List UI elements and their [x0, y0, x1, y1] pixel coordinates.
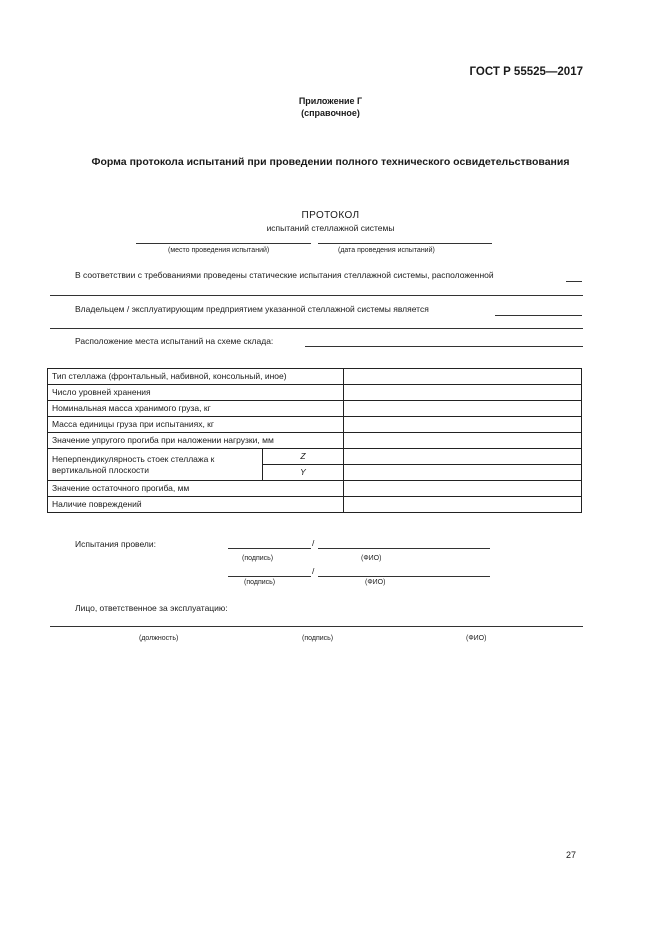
- table-row: [48, 449, 582, 465]
- table-cell-value: [344, 481, 582, 497]
- position-caption: (должность): [139, 635, 179, 642]
- standard-number: ГОСТ Р 55525—2017: [469, 66, 583, 78]
- table-cell-label: Неперпендикулярность стоек стеллажа к вертикальной плоскости: [48, 449, 263, 481]
- appendix-title: Приложение Г: [298, 96, 363, 106]
- table-row: [48, 369, 582, 385]
- date-line: [318, 243, 492, 244]
- table-cell-axis-z: Z: [263, 449, 344, 465]
- paragraph-owner: Владельцем / эксплуатирующим предприятием указанной стеллажной системы является: [75, 304, 429, 314]
- table-cell-label: Значение упругого прогиба при наложении нагрузки, мм: [48, 433, 344, 449]
- name-line-1: [318, 548, 490, 549]
- table-row: [48, 433, 582, 449]
- owner-line-end: [495, 315, 582, 316]
- protocol-subtitle: испытаний стеллажной системы: [266, 223, 395, 233]
- location-line-full: [50, 295, 583, 296]
- page-number: 27: [565, 850, 576, 860]
- table-cell-value: [344, 369, 582, 385]
- table-row: [48, 417, 582, 433]
- table-cell-value: [344, 449, 582, 465]
- table-cell-label: Число уровней хранения: [48, 385, 344, 401]
- paragraph-scheme: Расположение места испытаний на схеме склада:: [75, 336, 274, 346]
- place-line: [136, 243, 311, 244]
- location-line-end: [566, 281, 582, 282]
- table-cell-label: Тип стеллажа (фронтальный, набивной, консольный, иное): [48, 369, 344, 385]
- table-row: [48, 481, 582, 497]
- owner-line-full: [50, 328, 583, 329]
- name-caption-1: (ФИО): [361, 555, 382, 562]
- date-caption: (дата проведения испытаний): [338, 247, 435, 254]
- table-cell-label: Наличие повреждений: [48, 497, 344, 513]
- signature-caption-2: (подпись): [244, 579, 276, 586]
- table-cell-value: [344, 465, 582, 481]
- name-line-2: [318, 576, 490, 577]
- signature-line-1: [228, 548, 311, 549]
- table-row: [48, 497, 582, 513]
- protocol-title: ПРОТОКОЛ: [301, 210, 360, 221]
- signature-line-2: [228, 576, 311, 577]
- tested-by-label: Испытания провели:: [75, 539, 156, 549]
- table-cell-axis-y: Y: [263, 465, 344, 481]
- separator-slash: /: [312, 566, 315, 576]
- table-cell-label: Номинальная масса хранимого груза, кг: [48, 401, 344, 417]
- appendix-block: [0, 95, 661, 119]
- table-row: [48, 401, 582, 417]
- table-row: [48, 385, 582, 401]
- responsible-label: Лицо, ответственное за эксплуатацию:: [75, 603, 228, 613]
- name-caption-3: (ФИО): [466, 635, 487, 642]
- table-cell-value: [344, 417, 582, 433]
- protocol-table: [47, 368, 582, 513]
- place-caption: (место проведения испытаний): [168, 247, 270, 254]
- name-caption-2: (ФИО): [365, 579, 386, 586]
- signature-caption-3: (подпись): [302, 635, 334, 642]
- table-cell-label: Значение остаточного прогиба, мм: [48, 481, 344, 497]
- signature-caption-1: (подпись): [242, 555, 274, 562]
- table-cell-value: [344, 401, 582, 417]
- table-cell-label: Масса единицы груза при испытаниях, кг: [48, 417, 344, 433]
- table-cell-value: [344, 385, 582, 401]
- scheme-line: [305, 346, 583, 347]
- form-heading: Форма протокола испытаний при проведении полного технического освидетельствования: [91, 156, 570, 168]
- paragraph-location: В соответствии с требованиями проведены статические испытания стеллажной системы, расположенной: [75, 270, 494, 280]
- appendix-note: (справочное): [301, 108, 360, 118]
- table-cell-value: [344, 497, 582, 513]
- table-cell-value: [344, 433, 582, 449]
- separator-slash: /: [312, 538, 315, 548]
- responsible-line: [50, 626, 583, 627]
